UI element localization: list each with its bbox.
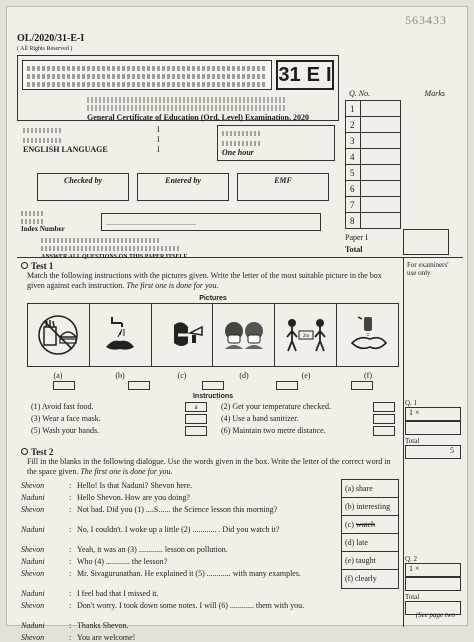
instruction-answer-box[interactable]	[185, 426, 207, 436]
marks-cell[interactable]	[361, 181, 401, 197]
marks-row	[346, 133, 401, 149]
instruction-item	[221, 425, 401, 437]
word-letter: (d)	[345, 538, 357, 547]
checked-by-row	[37, 173, 329, 201]
instruction-item	[31, 401, 221, 413]
word-letter: (c)	[345, 520, 356, 529]
answer-note: ANSWER ALL QUESTIONS ON THIS PAPER ITSELF.	[41, 237, 188, 261]
hand-sanitizer-icon	[346, 313, 390, 357]
pictures-title: Pictures	[199, 295, 227, 302]
speaker-name: Shevon	[21, 569, 45, 578]
picture-a	[28, 304, 90, 366]
picture-c	[152, 304, 214, 366]
word-option	[342, 534, 398, 552]
no-fast-food-icon	[36, 313, 80, 357]
answer-box[interactable]	[53, 381, 75, 390]
marks-row	[346, 197, 401, 213]
picture-label: (a)	[53, 371, 63, 380]
answer-box[interactable]	[351, 381, 373, 390]
answer-box[interactable]	[202, 381, 224, 390]
washing-hands-icon	[98, 313, 142, 357]
dialogue-text: You are welcome!	[77, 633, 136, 642]
word-text: taught	[355, 556, 376, 565]
speaker-name: Naduni	[21, 589, 45, 598]
speaker-name: Shevon	[21, 545, 45, 554]
test1-instruction: Match the following instructions with the pictures given. Write the letter of the most suitable picture in the box given against each instruction. The first one is done for you.	[27, 271, 382, 290]
speaker-colon: :	[69, 569, 72, 578]
speaker-name: Naduni	[21, 557, 45, 566]
dialogue-text: Thanks Shevon.	[77, 621, 129, 630]
marks-grid	[345, 100, 401, 229]
speaker-colon: :	[69, 505, 72, 514]
dialogue-text: Hello Shevon. How are you doing?	[77, 493, 190, 502]
speaker-colon: :	[69, 601, 72, 610]
entered-by-box: Entered by	[137, 173, 229, 201]
subject-row: ENGLISH LANGUAGE I I I One hour	[17, 125, 339, 165]
serial-number: 563433	[405, 13, 447, 27]
emf-box: EMF	[237, 173, 329, 201]
marks-row	[346, 213, 401, 229]
speaker-name: Shevon	[21, 633, 45, 642]
word-option	[342, 516, 398, 534]
instruction-item	[221, 413, 401, 425]
instruction-answer-box[interactable]	[185, 414, 207, 424]
q2-score: Q. 2 1 × Total	[405, 555, 461, 615]
picture-e	[275, 304, 337, 366]
test1-title: Test 1	[21, 261, 53, 271]
question-number: 3	[346, 133, 361, 149]
marks-table: Q. No. Marks 1 2 3 4 5 6 7 8	[345, 89, 449, 229]
exam-title: General Certificate of Education (Ord. Level) Examination, 2020	[87, 95, 337, 123]
word-letter: (f)	[345, 574, 355, 583]
examiners-note: For examiners' use only	[407, 261, 449, 277]
word-option	[342, 570, 398, 588]
question-number: 8	[346, 213, 361, 229]
distance-icon	[284, 313, 328, 357]
instruction-text: (3) Wear a face mask.	[31, 414, 101, 423]
picture-b	[90, 304, 152, 366]
section-divider	[17, 257, 463, 258]
exam-paper	[6, 6, 468, 642]
dialogue-text: Who (4) ............ the lesson?	[77, 557, 168, 566]
word-option	[342, 498, 398, 516]
picture-answer-boxes	[27, 381, 399, 390]
paper-total-box[interactable]	[403, 229, 449, 255]
word-option	[342, 552, 398, 570]
instruction-text: (4) Use a hand sanitizer.	[221, 414, 299, 423]
speaker-name: Shevon	[21, 505, 45, 514]
instruction-item	[31, 413, 221, 425]
picture-label: (b)	[115, 371, 125, 380]
word-option	[342, 480, 398, 498]
answer-box[interactable]	[276, 381, 298, 390]
svg-text:2m: 2m	[302, 334, 309, 339]
speaker-colon: :	[69, 493, 72, 502]
instructions-left	[31, 401, 221, 437]
instruction-text: (6) Maintain two metre distance.	[221, 426, 326, 435]
speaker-name: Naduni	[21, 493, 45, 502]
marks-row	[346, 101, 401, 117]
word-text: watch	[355, 520, 375, 529]
dialogue-text: Don't worry. I took down some notes. I will (6) ............ them with you.	[77, 601, 305, 610]
marks-row	[346, 149, 401, 165]
rights-reserved: ( All Rights Reserved )	[17, 46, 73, 52]
instruction-answer-box[interactable]	[373, 426, 395, 436]
speaker-name: Naduni	[21, 621, 45, 630]
word-text: late	[356, 538, 368, 547]
instruction-answer-box[interactable]	[373, 402, 395, 412]
speaker-colon: :	[69, 545, 72, 554]
marks-cell[interactable]	[361, 165, 401, 181]
question-number: 4	[346, 149, 361, 165]
index-number-row: Index Number .............................................	[17, 205, 339, 233]
answer-box[interactable]	[128, 381, 150, 390]
word-text: clearly	[355, 574, 377, 583]
instruction-answer-box[interactable]: a	[185, 402, 207, 412]
speaker-colon: :	[69, 481, 72, 490]
picture-labels	[27, 371, 399, 380]
see-page-note: (See page two	[415, 611, 455, 619]
instruction-answer-box[interactable]	[373, 414, 395, 424]
speaker-name: Shevon	[21, 481, 45, 490]
question-number: 1	[346, 101, 361, 117]
word-text: share	[355, 484, 373, 493]
test2-title: Test 2	[21, 447, 53, 457]
dialogue-text: Not bad. Did you (1) ....S...... the Science lesson this morning?	[77, 505, 278, 514]
picture-label: (e)	[301, 371, 311, 380]
speaker-colon: :	[69, 621, 72, 630]
marks-row	[346, 165, 401, 181]
face-mask-icon	[222, 313, 266, 357]
marks-row	[346, 181, 401, 197]
speaker-colon: :	[69, 525, 72, 534]
speaker-name: Shevon	[21, 601, 45, 610]
picture-label: (c)	[177, 371, 187, 380]
temperature-check-icon	[160, 313, 204, 357]
question-number: 6	[346, 181, 361, 197]
speaker-name: Naduni	[21, 525, 45, 534]
duration-box: One hour	[217, 125, 335, 161]
picture-label: (f)	[364, 371, 372, 380]
speaker-colon: :	[69, 589, 72, 598]
marks-cell[interactable]	[361, 117, 401, 133]
marks-cell[interactable]	[361, 197, 401, 213]
question-number: 5	[346, 165, 361, 181]
dialogue-text: Yeah, it was an (3) ............ lesson on pollution.	[77, 545, 228, 554]
dialogue-text: No, I couldn't. I woke up a little (2) ............ . Did you watch it?	[77, 525, 280, 534]
word-box	[341, 479, 399, 589]
instruction-item	[31, 425, 221, 437]
instruction-text: (1) Avoid fast food.	[31, 402, 94, 411]
paper-code: OL/2020/31-E-I	[17, 33, 85, 44]
test2-instruction: Fill in the blanks in the following dialogue. Use the words given in the box. Write the letter of the correct word in the space given. The first one is done for you.	[27, 457, 391, 476]
q2-marks-box[interactable]	[405, 577, 461, 591]
word-letter: (e)	[345, 556, 356, 565]
word-letter: (b)	[345, 502, 357, 511]
speaker-colon: :	[69, 633, 72, 642]
picture-d	[213, 304, 275, 366]
picture-f	[337, 304, 398, 366]
marks-row	[346, 117, 401, 133]
picture-label: (d)	[239, 371, 249, 380]
dialogue-text: I feel bad that I missed it.	[77, 589, 159, 598]
question-number: 2	[346, 117, 361, 133]
marks-cell[interactable]	[361, 149, 401, 165]
instruction-text: (2) Get your temperature checked.	[221, 402, 331, 411]
marks-cell[interactable]	[361, 213, 401, 229]
word-text: interesting	[356, 502, 391, 511]
instruction-item	[221, 401, 401, 413]
marks-cell[interactable]	[361, 101, 401, 117]
dialogue-text: Hello! Is that Naduni? Shevon here.	[77, 481, 193, 490]
speaker-colon: :	[69, 557, 72, 566]
word-letter: (a)	[345, 484, 356, 493]
instruction-text: (5) Wash your hands.	[31, 426, 100, 435]
checked-by-box: Checked by	[37, 173, 129, 201]
q1-marks-box[interactable]	[405, 421, 461, 435]
marks-cell[interactable]	[361, 133, 401, 149]
paper-code-box: 31 E I	[276, 60, 334, 90]
q1-score: Q. 1 1 × Total 5	[405, 399, 461, 459]
instructions-right	[221, 401, 401, 437]
index-number-field[interactable]: .............................................	[101, 213, 321, 231]
dialogue-text: Mr. Sivagurunathan. He explained it (5) ............ with many examples.	[77, 569, 301, 578]
paper-total-label: Paper I Total	[345, 233, 368, 254]
instructions-title: Instructions	[192, 393, 234, 400]
question-number: 7	[346, 197, 361, 213]
pictures-strip	[27, 303, 399, 367]
